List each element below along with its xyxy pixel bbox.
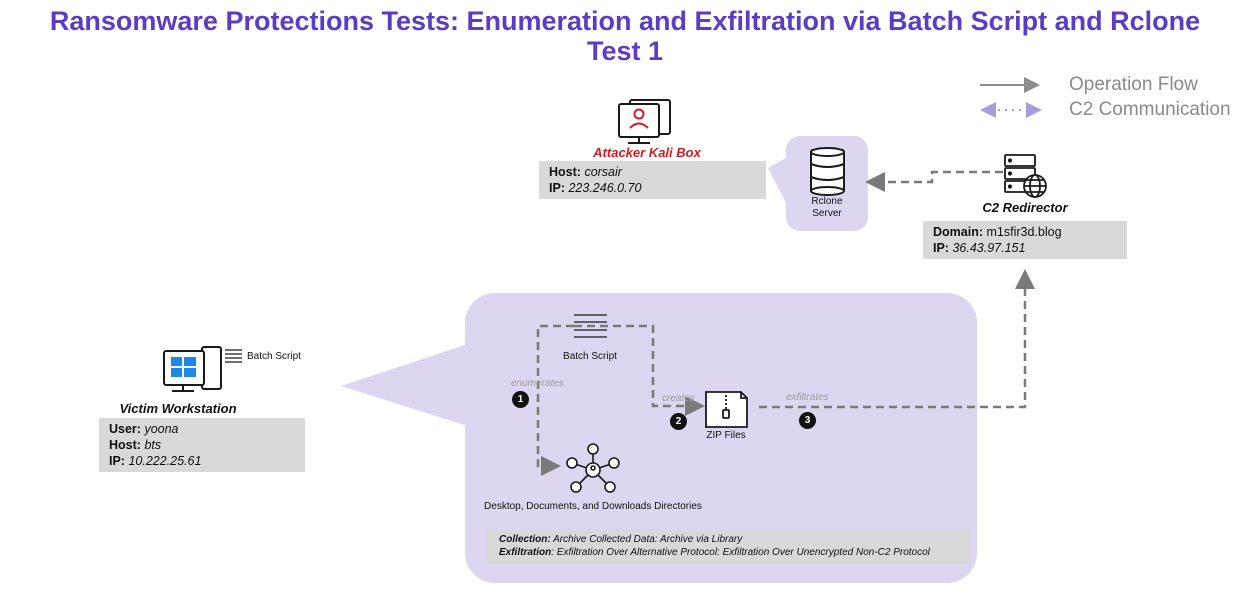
zip-folder-icon xyxy=(706,392,747,427)
attacker-ip-value: 223.246.0.70 xyxy=(568,181,642,195)
attacker-ip-label: IP: xyxy=(549,181,565,195)
batch-script-small-icon xyxy=(225,350,242,362)
c2-ip-label: IP: xyxy=(933,241,949,255)
step-3-badge: 3 xyxy=(799,412,816,429)
attacker-host-label: Host: xyxy=(549,165,581,179)
legend-c2-communication-label: C2 Communication xyxy=(1069,99,1231,120)
victim-user-row xyxy=(109,421,305,437)
attacker-host-row xyxy=(549,164,766,180)
rclone-label-line-2: Server xyxy=(812,208,842,219)
victim-host-label: Host: xyxy=(109,438,141,452)
enumerates-label: enumerates xyxy=(511,378,564,389)
collection-value: Archive Collected Data: Archive via Library xyxy=(553,534,743,545)
database-icon xyxy=(811,148,844,195)
exfiltration-value: : Exfiltration Over Alternative Protocol: Exfiltration Over Unencrypted Non-C2 Protocol xyxy=(551,547,930,558)
victim-title: Victim Workstation xyxy=(119,401,237,416)
c2-domain-label: Domain: xyxy=(933,225,983,239)
victim-ip-value: 10.222.25.61 xyxy=(128,454,202,468)
exfiltration-label: Exfiltration xyxy=(499,547,552,558)
directories-label: Desktop, Documents, and Downloads Directories xyxy=(484,501,702,512)
victim-ip-row xyxy=(109,453,305,469)
victim-info-box xyxy=(99,418,305,472)
collection-label: Collection: xyxy=(499,534,551,545)
attacker-host-value: corsair xyxy=(584,165,622,179)
attacker-title: Attacker Kali Box xyxy=(593,145,701,160)
workstation-icon xyxy=(164,347,221,391)
rclone-label-line-1: Rclone xyxy=(811,196,843,207)
victim-host-row xyxy=(109,437,305,453)
c2-ip-row xyxy=(933,240,1127,256)
victim-user-label: User: xyxy=(109,422,141,436)
victim-host-value: bts xyxy=(144,438,162,452)
creates-label: creates xyxy=(662,393,695,404)
victim-ip-label: IP: xyxy=(109,454,125,468)
batch-script-label: Batch Script xyxy=(563,351,617,362)
victim-user-value: yoona xyxy=(144,422,179,436)
c2-info-box xyxy=(923,221,1127,259)
collection-row xyxy=(499,533,969,546)
c2-ip-value: 36.43.97.151 xyxy=(952,241,1026,255)
title-line-2: Test 1 xyxy=(586,36,664,66)
zip-files-label: ZIP Files xyxy=(706,430,746,441)
c2-to-rclone-connector xyxy=(870,172,1003,182)
attacker-monitor-icon xyxy=(619,100,670,143)
c2-domain-value: m1sfir3d.blog xyxy=(986,225,1062,239)
c2-redirector-title: C2 Redirector xyxy=(982,200,1068,215)
step-1-badge: 1 xyxy=(512,391,529,408)
c2-domain-row xyxy=(933,224,1127,240)
title-line-1: Ransomware Protections Tests: Enumeration and Exfiltration via Batch Script and Rclone xyxy=(49,6,1201,36)
legend-operation-flow-label: Operation Flow xyxy=(1069,74,1198,95)
attacker-ip-row xyxy=(549,180,766,196)
exfiltrates-label: exfiltrates xyxy=(786,392,829,403)
server-globe-icon xyxy=(1005,155,1046,197)
rclone-server-label xyxy=(790,196,864,220)
exfiltration-row xyxy=(499,546,969,559)
attacker-info-box xyxy=(539,161,766,199)
victim-batch-script-label: Batch Script xyxy=(247,351,301,362)
step-2-badge: 2 xyxy=(670,413,687,430)
techniques-box xyxy=(487,529,969,564)
